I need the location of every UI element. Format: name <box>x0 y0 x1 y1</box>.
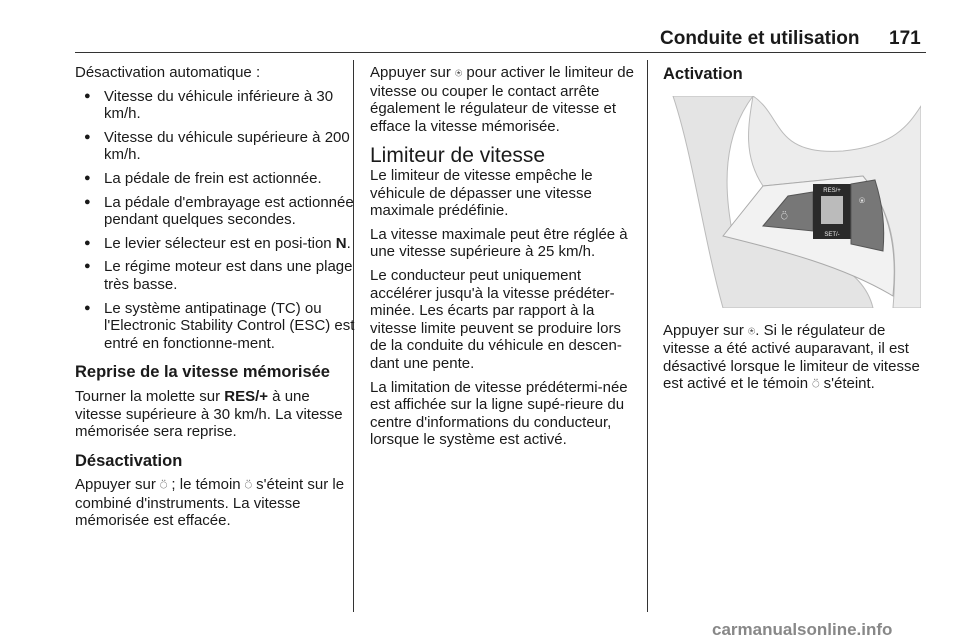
list-item: ● La pédale d'embrayage est actionnée pendant quelques secondes. <box>75 194 355 229</box>
limiter-button-icon: ⍟ <box>859 195 865 207</box>
paragraph: La limitation de vitesse prédétermi-née est affichée sur la ligne supé-rieure du centre d'informations du conducteur, lorsque le système est activé. <box>370 378 628 449</box>
deactivation-list <box>75 88 355 353</box>
text: s'éteint. <box>819 375 875 393</box>
activation-text <box>663 322 929 394</box>
text: . Si le régulateur de vitesse a été activé auparavant, il est désactivé lorsque le limiteur de vitesse est activé et le témoin <box>663 321 920 393</box>
heading-resume: Reprise de la vitesse mémorisée <box>75 363 330 382</box>
list-item: ● Le régime moteur est dans une plage très basse. <box>75 258 355 293</box>
column-divider <box>647 60 648 612</box>
speed-limiter-icon: ⍟ <box>748 323 756 338</box>
text: ; le témoin <box>167 476 245 494</box>
speed-limiter-icon: ⍟ <box>455 66 463 80</box>
section-title: Conduite et utilisation <box>660 28 860 49</box>
item-text: Le levier sélecteur est en posi-tion <box>104 234 336 252</box>
watermark: carmanualsonline.info <box>712 620 893 639</box>
list-item: ● Vitesse du véhicule supérieure à 200 km/h. <box>75 129 355 164</box>
page-number: 171 <box>889 28 921 49</box>
heading-activation: Activation <box>663 65 743 83</box>
set-label: SET/- <box>824 231 840 238</box>
text: pour activer le limiteur de vitesse ou couper le contact arrête également le régulateur de vitesse et efface la vitesse mémorisée. <box>370 64 634 135</box>
list-item: ● La pédale de frein est actionnée. <box>75 170 355 188</box>
item-text: . <box>346 234 351 252</box>
list-item <box>75 235 355 253</box>
text: Appuyer sur <box>370 64 456 81</box>
cruise-control-icon: ⍥ <box>160 478 168 493</box>
heading-deactivation: Désactivation <box>75 451 183 470</box>
limiter-press-text <box>370 64 636 135</box>
gear-n: N <box>335 234 347 252</box>
column-1 <box>75 64 355 536</box>
column-3 <box>663 64 929 400</box>
list-item: ● Vitesse du véhicule inférieure à 30 km/h. <box>75 88 355 123</box>
cruise-control-icon: ⍥ <box>244 478 252 493</box>
column-2 <box>370 64 636 455</box>
text: Tourner la molette sur <box>75 387 225 405</box>
intro-text: Désactivation automatique : <box>75 64 261 81</box>
res-label: RES/+ <box>823 187 841 194</box>
text: Appuyer sur <box>663 321 749 339</box>
resume-text <box>75 388 355 441</box>
header-rule <box>75 52 926 53</box>
res-label: RES/+ <box>224 387 269 405</box>
text: à une vitesse supérieure à 30 km/h. La vitesse mémorisée sera reprise. <box>75 387 343 441</box>
cruise-button-icon: ⍥ <box>781 210 788 223</box>
text: s'éteint sur le combiné d'instruments. La vitesse mémorisée est effacée. <box>75 476 345 530</box>
deactivation-text <box>75 476 355 530</box>
text: Appuyer sur <box>75 476 161 494</box>
steering-wheel-illustration <box>663 96 921 308</box>
paragraph: Le conducteur peut uniquement accélérer jusqu'à la vitesse prédéter-minée. Les écarts par rapport à la vitesse limite peuvent se produire lors de la conduite du véhicule en descen-dant une pente. <box>370 266 622 372</box>
list-item: ● Le système antipatinage (TC) ou l'Electronic Stability Control (ESC) est entré en fonctionne-ment. <box>75 300 355 353</box>
paragraph: La vitesse maximale peut être réglée à une vitesse supérieure à 25 km/h. <box>370 225 628 261</box>
cruise-control-icon: ⍥ <box>812 377 820 392</box>
paragraph: Le limiteur de vitesse empêche le véhicule de dépasser une vitesse maximale prédéfinie. <box>370 166 593 220</box>
heading-speed-limiter: Limiteur de vitesse <box>370 144 546 168</box>
